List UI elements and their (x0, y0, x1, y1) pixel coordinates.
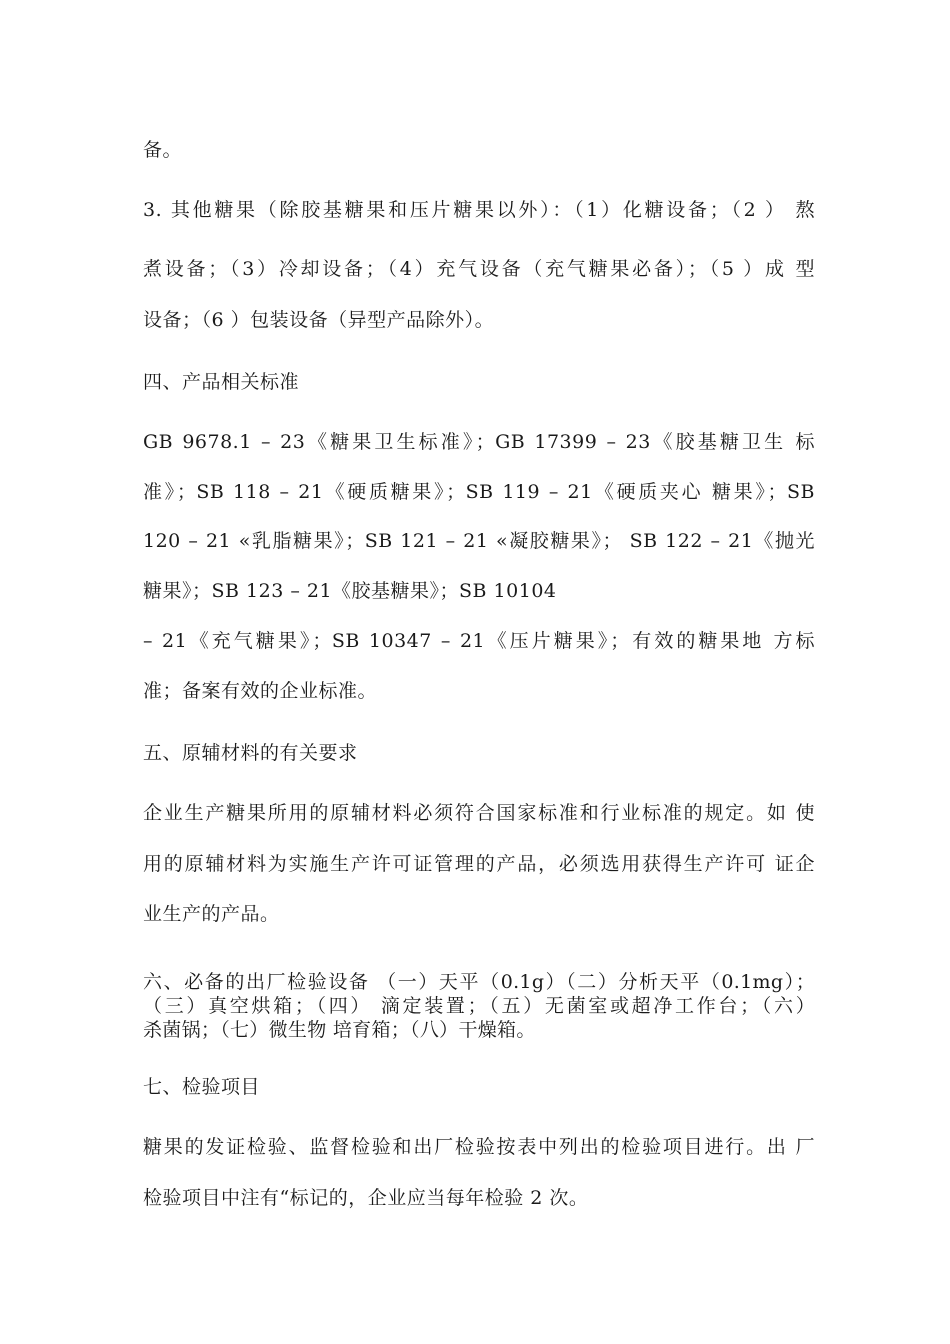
section-heading: 五、原辅材料的有关要求 (143, 742, 358, 764)
paragraph-line: 业生产的产品。 (143, 903, 280, 925)
paragraph-line: 糖果的发证检验、监督检验和出厂检验按表中列出的检验项目进行。出 厂 (143, 1136, 815, 1158)
paragraph-line: 糖果》；SB 123 – 21《胶基糖果》；SB 10104 (143, 580, 557, 602)
paragraph-line: 检验项目中注有“标记的，企业应当每年检验 2 次。 (143, 1187, 589, 1209)
paragraph-line: （三）真空烘箱；（四） 滴定装置；（五）无菌室或超净工作台；（六） (143, 995, 815, 1017)
paragraph-line: GB 9678.1 – 23《糖果卫生标准》；GB 17399 – 23《胶基糖卫生 标 (143, 431, 815, 453)
paragraph-line: 120 – 21 «乳脂糖果》；SB 121 – 21 «凝胶糖果》； SB 122 – 21《抛光 (143, 530, 815, 552)
paragraph-line: 企业生产糖果所用的原辅材料必须符合国家标准和行业标准的规定。如 使 (143, 802, 815, 824)
paragraph-line: 用的原辅材料为实施生产许可证管理的产品，必须选用获得生产许可 证企 (143, 853, 815, 875)
paragraph-line: 杀菌锅；（七）微生物 培育箱；（八）干燥箱。 (143, 1019, 536, 1041)
section-heading: 七、检验项目 (143, 1076, 261, 1098)
paragraph-line: 准》；SB 118 – 21《硬质糖果》；SB 119 – 21《硬质夹心 糖果》；SB (143, 481, 815, 503)
section-heading: 四、产品相关标准 (143, 371, 300, 393)
paragraph-line: 六、必备的出厂检验设备 （一）天平（0.1g）（二）分析天平（0.1mg）； (143, 971, 815, 993)
paragraph-line: 准；备案有效的企业标准。 (143, 680, 378, 702)
paragraph-line: – 21《充气糖果》；SB 10347 – 21《压片糖果》；有效的糖果地 方标 (143, 630, 815, 652)
paragraph-line: 设备；（6 ）包装设备（异型产品除外）。 (143, 309, 495, 331)
paragraph-line: 备。 (143, 139, 183, 161)
paragraph-line: 3. 其他糖果（除胶基糖果和压片糖果以外）：（1）化糖设备；（2 ） 熬 (143, 199, 815, 221)
paragraph-line: 煮设备；（3）冷却设备；（4）充气设备（充气糖果必备）；（5 ）成 型 (143, 258, 815, 280)
